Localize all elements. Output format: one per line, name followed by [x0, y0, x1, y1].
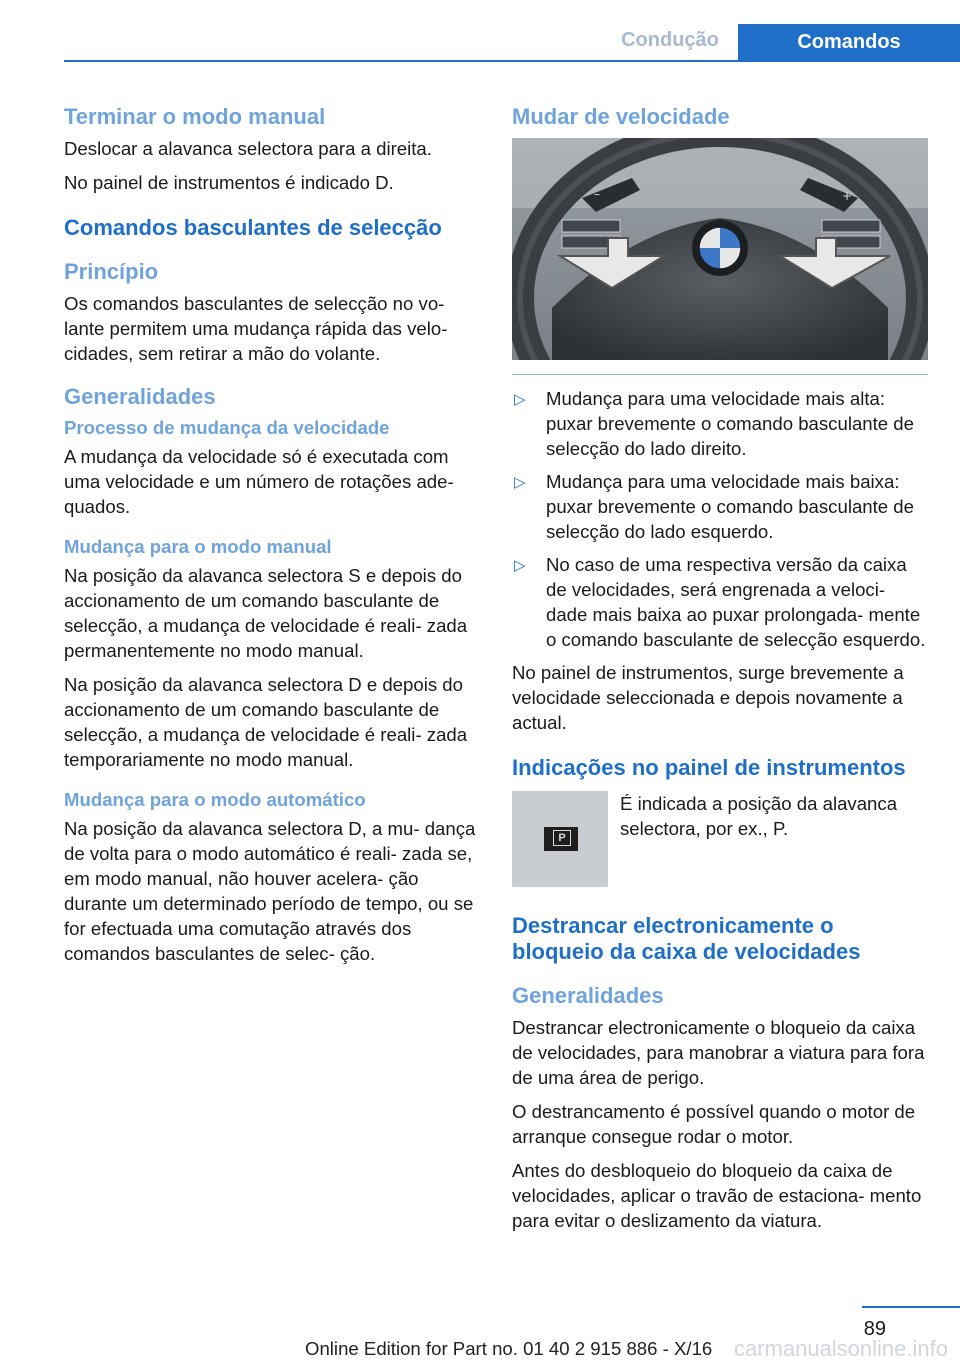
selector-indicator-image	[512, 791, 608, 887]
heading-principio: Princípio	[64, 259, 159, 284]
paragraph: Antes do desbloqueio do bloqueio da caixa de velocidades, aplicar o travão de estaciona‐ mento para evitar o deslizamento da viatura.	[512, 1160, 922, 1231]
header-tab: Comandos	[738, 24, 960, 60]
steering-wheel-image	[512, 138, 928, 360]
paragraph: No painel de instrumentos é indicado D.	[64, 172, 394, 193]
header-section: Condução	[621, 29, 719, 51]
paragraph: Na posição da alavanca selectora D e depois do accionamento de um comando basculante de selecção, a mudança de velocidade é reali‐ zada temporariamente no modo manual.	[64, 674, 468, 770]
watermark: carmanualsonline.info	[733, 1336, 948, 1361]
page-header	[0, 24, 960, 64]
footer-rule	[862, 1306, 960, 1308]
heading-generalidades-2: Generalidades	[512, 983, 664, 1008]
list-item: ▷ Mudança para uma velocidade mais alta: puxar brevemente o comando basculante de selecção do lado direito.	[514, 388, 914, 459]
paragraph: A mudança da velocidade só é executada com uma velocidade e um número de rotações ade‐ quados.	[64, 446, 454, 517]
svg-text:–: –	[594, 187, 600, 201]
heading-comandos: Comandos basculantes de selecção	[64, 215, 442, 240]
paragraph: Na posição da alavanca selectora S e depois do accionamento de um comando basculante de selecção, a mudança de velocidade é reali‐ zada permanentemente no modo manual.	[64, 565, 468, 661]
heading-terminar: Terminar o modo manual	[64, 104, 326, 129]
paragraph: O destrancamento é possível quando o motor de arranque consegue rodar o motor.	[512, 1101, 916, 1147]
paragraph: No painel de instrumentos, surge brevemente a velocidade seleccionada e depois novamente a actual.	[512, 662, 904, 733]
heading-processo: Processo de mudança da velocidade	[64, 417, 390, 438]
left-column	[64, 100, 482, 975]
triangle-bullet-icon: ▷	[514, 557, 526, 574]
triangle-bullet-icon: ▷	[514, 391, 526, 408]
indicator-block	[512, 791, 928, 887]
list-item: ▷ Mudança para uma velocidade mais baixa: puxar brevemente o comando basculante de selecção do lado esquerdo.	[514, 471, 914, 542]
heading-destrancar: Destrancar electronicamente o bloqueio da caixa de velocidades	[512, 913, 861, 964]
paragraph: Destrancar electronicamente o bloqueio da caixa de velocidades, para manobrar a viatura para fora de uma área de perigo.	[512, 1017, 925, 1088]
shift-steps-list	[512, 386, 928, 652]
heading-indicacoes: Indicações no painel de instrumentos	[512, 755, 906, 780]
header-rule	[64, 60, 960, 62]
svg-text:+: +	[842, 189, 853, 203]
paragraph: Deslocar a alavanca selectora para a direita.	[64, 138, 432, 159]
paragraph: Na posição da alavanca selectora D, a mu‐ dança de volta para o modo automático é reali‐ zada se, em modo manual, não houver acelera‐ ção durante um determinado período de tempo, ou se for efectuada uma comutação através dos comandos basculantes de selec‐ ção.	[64, 818, 476, 964]
paragraph: Os comandos basculantes de selecção no vo‐ lante permitem uma mudança rápida das velo‐ cidades, sem retirar a mão do volante.	[64, 293, 448, 364]
indicator-letter: P	[553, 830, 571, 846]
list-divider	[512, 374, 928, 375]
heading-generalidades: Generalidades	[64, 384, 216, 409]
list-item: ▷ No caso de uma respectiva versão da caixa de velocidades, será engrenada a veloci‐ dade mais baixa ao puxar prolongada‐ mente o comando basculante de selecção esquerdo.	[514, 554, 926, 650]
triangle-bullet-icon: ▷	[514, 474, 526, 491]
online-edition-note: Online Edition for Part no. 01 40 2 915 886 - X/16	[305, 1338, 713, 1359]
heading-manual: Mudança para o modo manual	[64, 536, 332, 557]
heading-mudar: Mudar de velocidade	[512, 104, 730, 129]
page-number: 89	[863, 1318, 886, 1340]
paragraph: É indicada a posição da alavanca selectora, por ex., P.	[620, 793, 898, 839]
heading-automatico: Mudança para o modo automático	[64, 789, 366, 810]
right-column	[512, 100, 928, 1242]
